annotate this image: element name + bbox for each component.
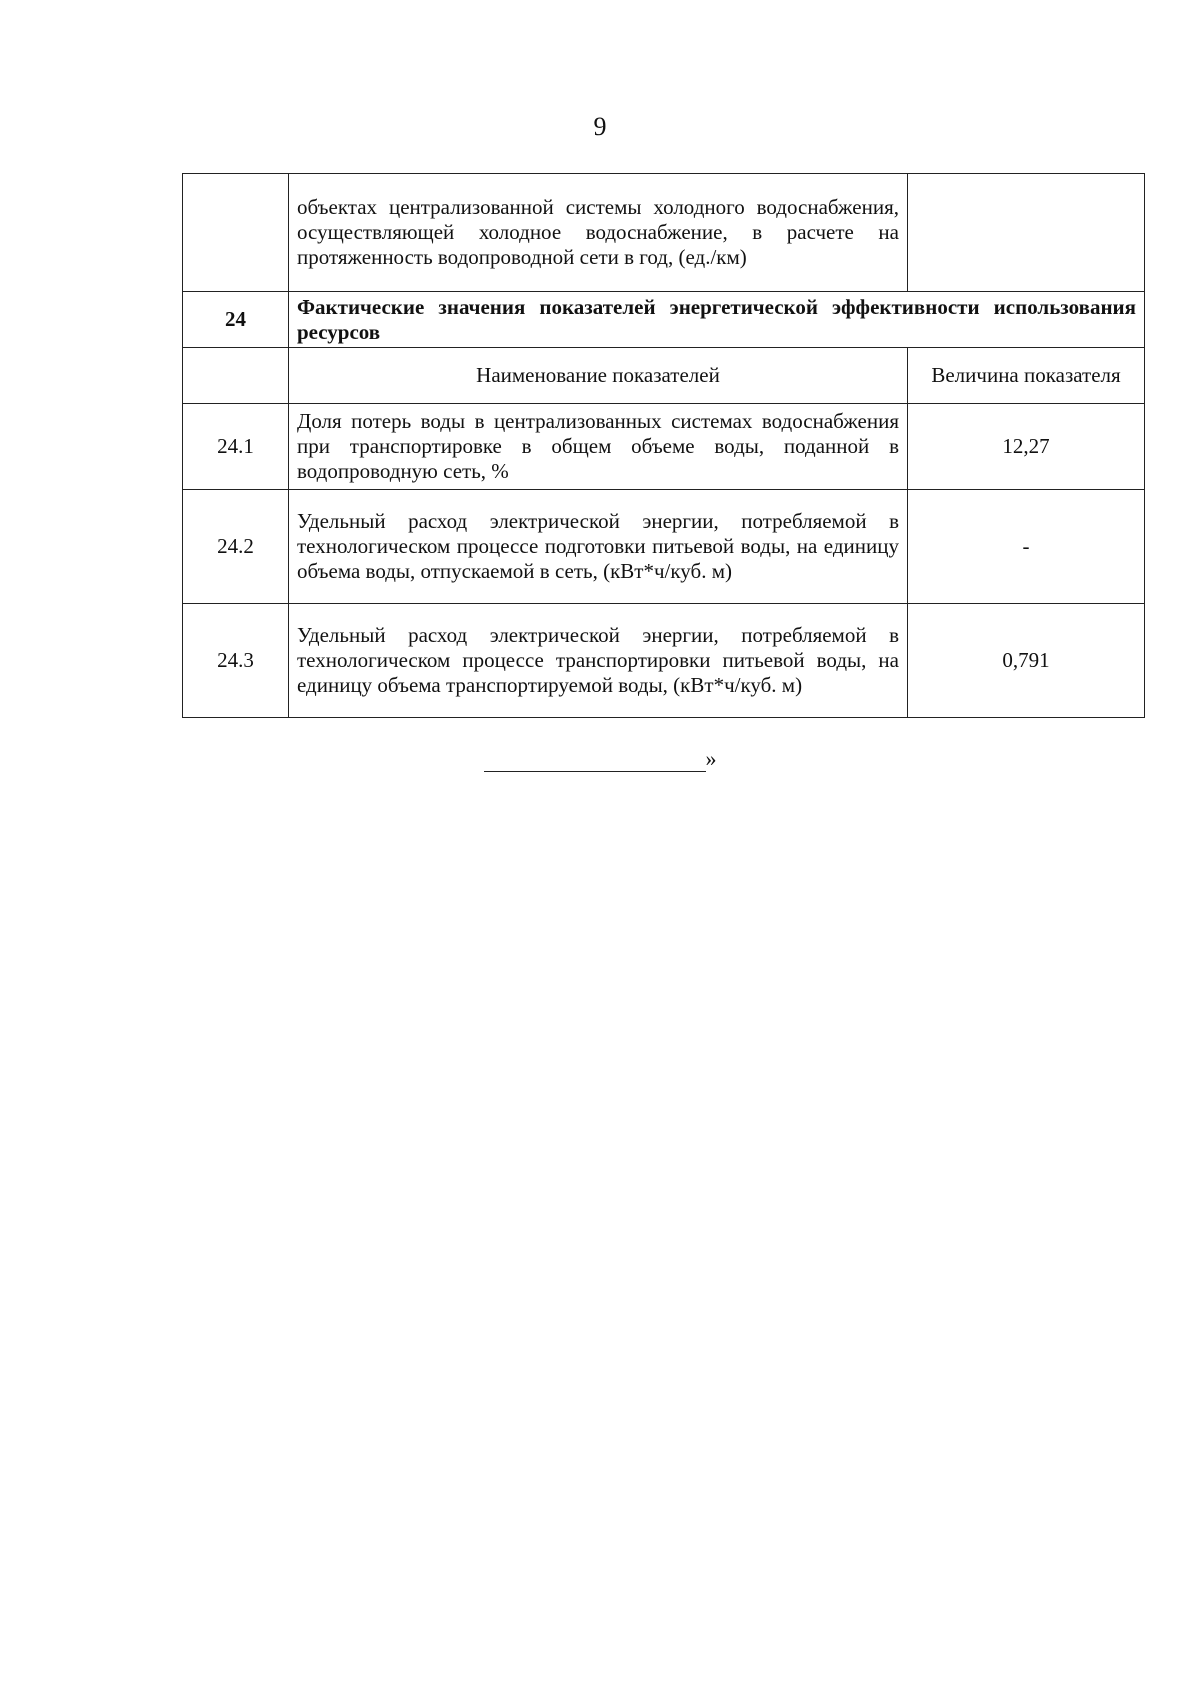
blank-line — [484, 749, 706, 772]
table-header-row — [183, 348, 1145, 404]
section-number: 24 — [183, 292, 289, 348]
row-number: 24.3 — [183, 604, 289, 718]
row-text: Удельный расход электрической энергии, потребляемой в технологическом процессе транспортировки питьевой воды, на единицу объема транспортируемой воды, (кВт*ч/куб. м) — [289, 604, 908, 718]
row-value: - — [908, 490, 1145, 604]
header-name-label: Наименование показателей — [289, 348, 908, 404]
row-number: 24.2 — [183, 490, 289, 604]
row-value: 0,791 — [908, 604, 1145, 718]
table-row-section-24 — [183, 292, 1145, 348]
table-row-continuation — [183, 174, 1145, 292]
header-value-label: Величина показателя — [908, 348, 1145, 404]
table-row — [183, 404, 1145, 490]
row-value: 12,27 — [908, 404, 1145, 490]
continuation-number-cell — [183, 174, 289, 292]
header-number-cell — [183, 348, 289, 404]
continuation-text-cell: объектах централизованной системы холодного водоснабжения, осуществляющей холодное водоснабжение, в расчете на протяженность водопроводной сети в год, (ед./км) — [289, 174, 908, 292]
page-number: 9 — [593, 112, 607, 141]
row-text: Доля потерь воды в централизованных системах водоснабжения при транспортировке в общем объеме воды, поданной в водопроводную сеть, % — [289, 404, 908, 490]
row-number: 24.1 — [183, 404, 289, 490]
table-row — [183, 490, 1145, 604]
indicators-table — [182, 173, 1145, 718]
continuation-value-cell — [908, 174, 1145, 292]
closing-quote: » — [705, 746, 717, 771]
table-row — [183, 604, 1145, 718]
section-title: Фактические значения показателей энергетической эффективности использования ресурсов — [289, 292, 1145, 348]
closing-line — [0, 746, 1200, 772]
row-text: Удельный расход электрической энергии, потребляемой в технологическом процессе подготовки питьевой воды, на единицу объема воды, отпускаемой в сеть, (кВт*ч/куб. м) — [289, 490, 908, 604]
